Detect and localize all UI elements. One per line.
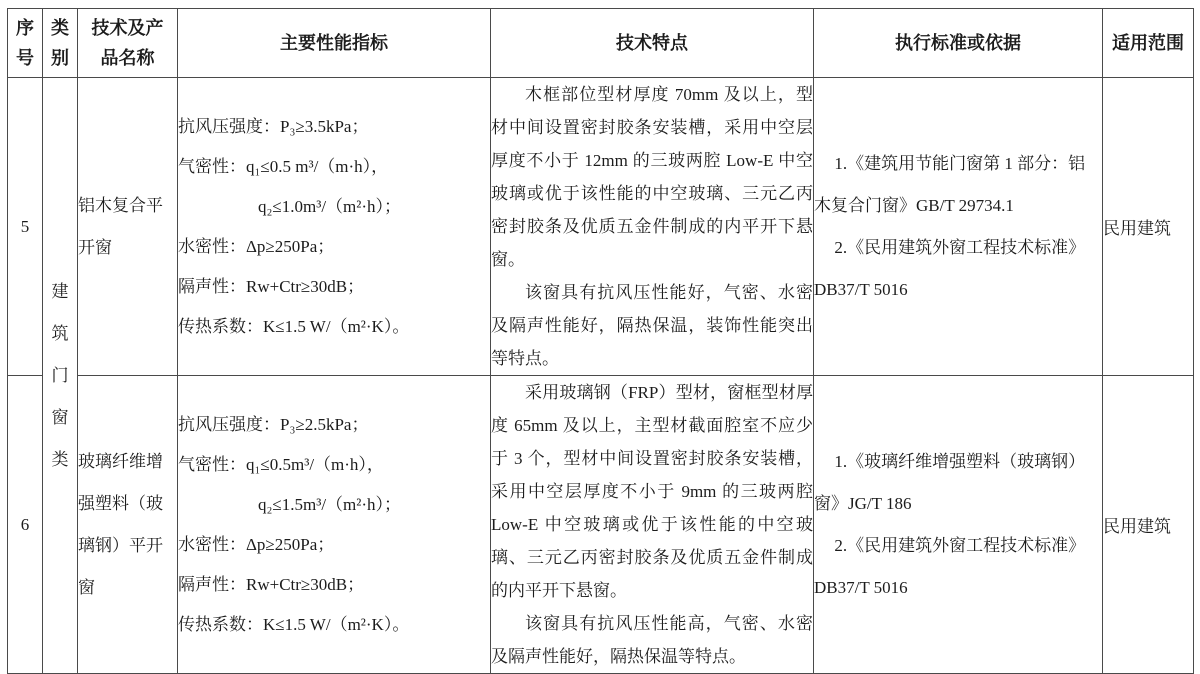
header-standards: [814, 9, 1103, 78]
header-seq: [8, 9, 43, 78]
header-scope-label: 适用范围: [1112, 33, 1184, 53]
header-seq-label: 序号: [16, 18, 34, 68]
standard-item: 1.《玻璃纤维增强塑料（玻璃钢）窗》JG/T 186: [814, 451, 1086, 513]
performance-line: 气密性：q₁≤0.5 m³/（m·h），: [178, 156, 389, 176]
header-scope: [1103, 9, 1194, 78]
performance-line: 气密性：q₁≤0.5m³/（m·h），: [178, 454, 384, 474]
header-category: [43, 9, 78, 78]
header-performance: [178, 9, 491, 78]
performance-line: 抗风压强度：P₃≥2.5kPa；: [178, 414, 369, 434]
performance-line: 水密性：Δp≥250Pa；: [178, 236, 335, 256]
performance-line: 抗风压强度：P₃≥3.5kPa；: [178, 116, 369, 136]
standard-item: 2.《民用建筑外窗工程技术标准》DB37/T 5016: [814, 535, 1086, 597]
cell-product-name-6: [78, 376, 178, 674]
cell-performance-6: [178, 376, 491, 674]
header-product-name: [78, 9, 178, 78]
product-name-6: 玻璃纤维增强塑料（玻璃钢）平开窗: [78, 451, 163, 597]
cell-standards-5: [814, 78, 1103, 376]
cell-seq-6: 6: [8, 376, 43, 674]
performance-line: 传热系数：K≤1.5 W/（m²·K）。: [178, 614, 410, 634]
header-standards-label: 执行标准或依据: [895, 33, 1021, 53]
standard-item: 1.《建筑用节能门窗第 1 部分：铝木复合门窗》GB/T 29734.1: [814, 153, 1086, 215]
performance-line: q₂≤1.5m³/（m²·h）；: [258, 494, 402, 514]
cell-features-6: [491, 376, 814, 674]
cell-scope-5: 民用建筑: [1103, 78, 1194, 376]
header-product-name-label: 技术及产品名称: [91, 18, 164, 68]
features-paragraph: 该窗具有抗风压性能好，气密、水密及隔声性能好，隔热保温，装饰性能突出等特点。: [491, 283, 813, 368]
table-row-6: [8, 376, 1194, 674]
product-name-5: 铝木复合平开窗: [78, 195, 163, 257]
header-performance-label: 主要性能指标: [280, 33, 388, 53]
header-row: [8, 9, 1194, 78]
cell-standards-6: [814, 376, 1103, 674]
cell-seq-5: 5: [8, 78, 43, 376]
cell-performance-5: [178, 78, 491, 376]
cell-features-5: [491, 78, 814, 376]
features-paragraph: 木框部位型材厚度 70mm 及以上，型材中间设置密封胶条安装槽，采用中空层厚度不小于 12mm 的三玻两腔 Low-E 中空玻璃或优于该性能的中空玻璃、三元乙丙密封胶条及优质五金件制成的内平开下悬窗。: [491, 85, 813, 269]
performance-line: 隔声性：Rw+Ctr≥30dB；: [178, 574, 365, 594]
header-category-label: 类别: [51, 18, 69, 68]
header-features: [491, 9, 814, 78]
performance-line: 传热系数：K≤1.5 W/（m²·K）。: [178, 316, 410, 336]
performance-line: 水密性：Δp≥250Pa；: [178, 534, 335, 554]
standard-item: 2.《民用建筑外窗工程技术标准》DB37/T 5016: [814, 237, 1086, 299]
cell-product-name-5: [78, 78, 178, 376]
performance-line: q₂≤1.0m³/（m²·h）；: [258, 196, 402, 216]
performance-line: 隔声性：Rw+Ctr≥30dB；: [178, 276, 365, 296]
cell-category: [43, 78, 78, 674]
features-paragraph: 该窗具有抗风压性能高，气密、水密及隔声性能好，隔热保温等特点。: [491, 614, 813, 666]
table-row-5: [8, 78, 1194, 376]
header-features-label: 技术特点: [616, 33, 688, 53]
cell-scope-6: 民用建筑: [1103, 376, 1194, 674]
product-spec-table: [7, 8, 1194, 674]
category-label: 建筑门窗类: [51, 281, 69, 469]
features-paragraph: 采用玻璃钢（FRP）型材，窗框型材厚度 65mm 及以上，主型材截面腔室不应少于 3 个，型材中间设置密封胶条安装槽，采用中空层厚度不小于 9mm 的三玻两腔 Low-E 中空玻璃或优于该性能的中空玻璃、三元乙丙密封胶条及优质五金件制成的内平开下悬窗。: [491, 383, 813, 600]
